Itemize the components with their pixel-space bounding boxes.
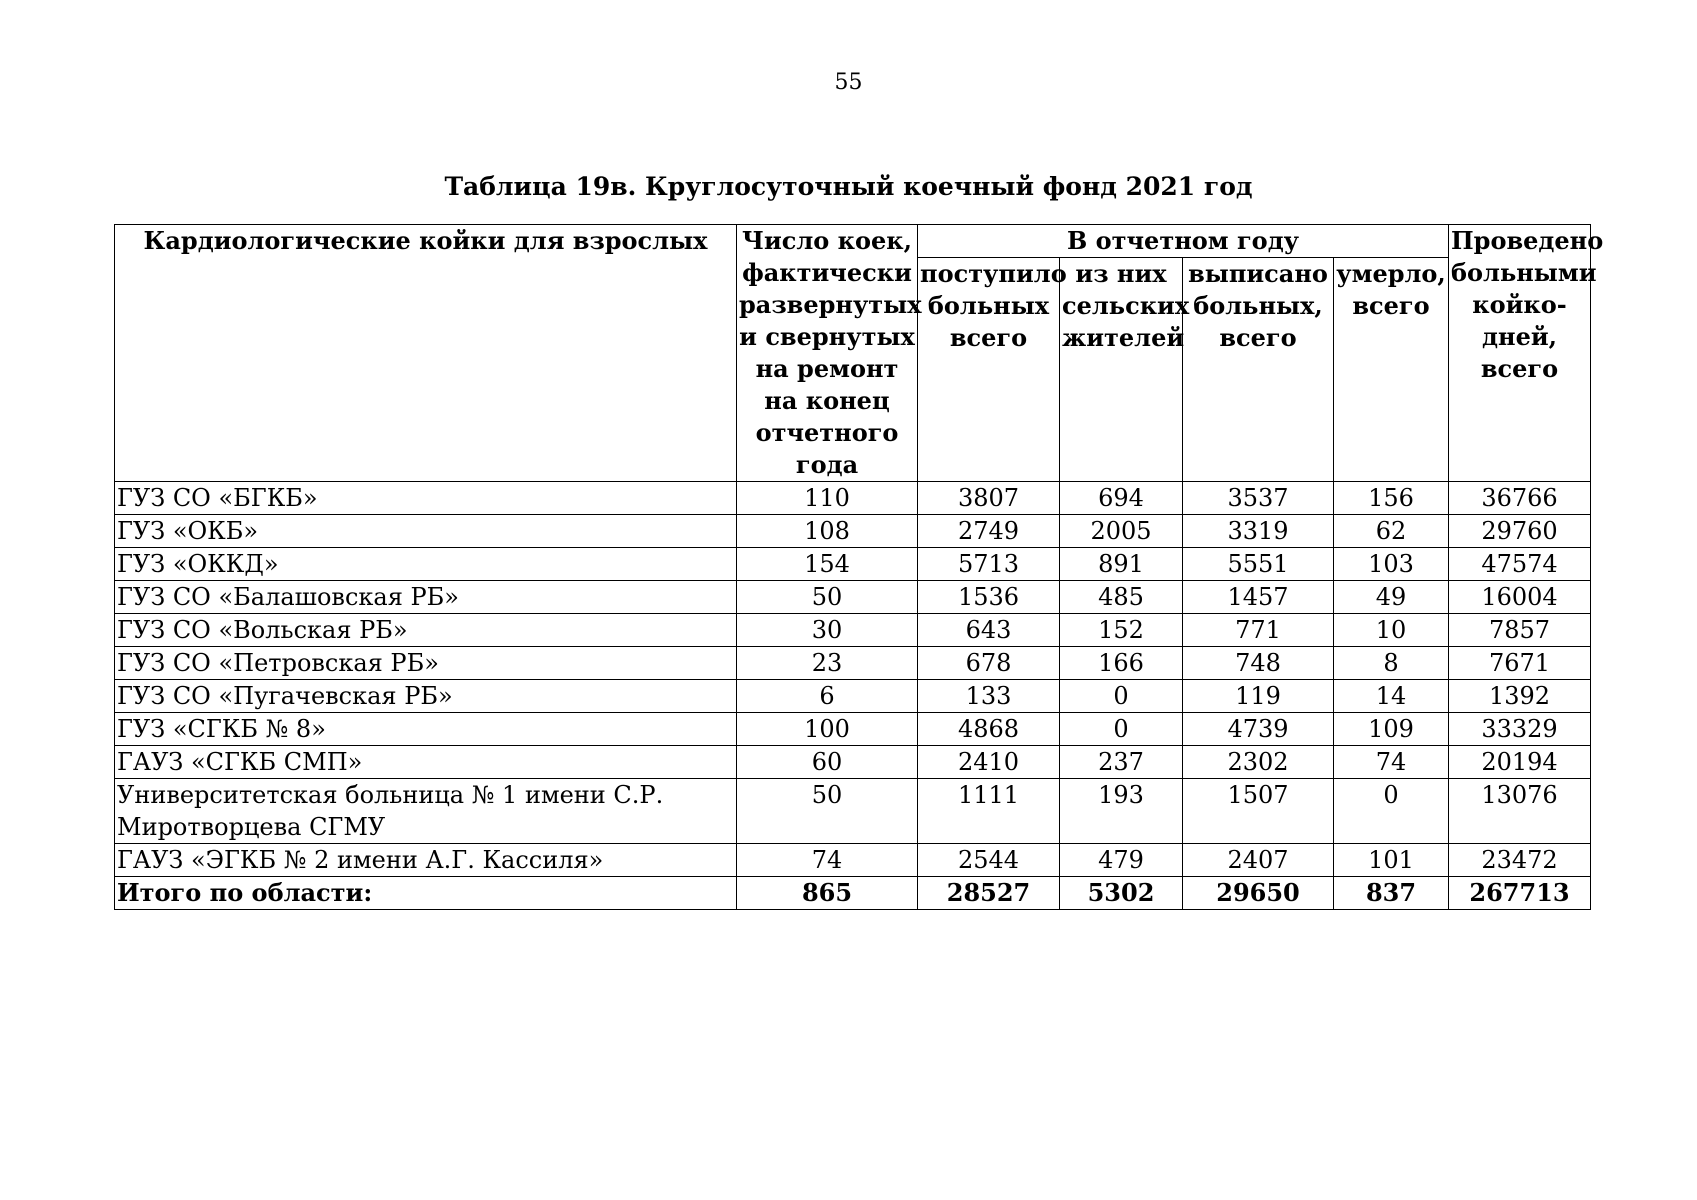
cell-discharged: 2407 <box>1183 844 1334 877</box>
facility-name: ГУЗ СО «Петровская РБ» <box>115 647 737 680</box>
cell-discharged: 3319 <box>1183 515 1334 548</box>
cell-rural: 694 <box>1060 482 1183 515</box>
cell-beds: 50 <box>737 581 918 614</box>
total-discharged: 29650 <box>1183 877 1334 910</box>
facility-name: ГУЗ «ОКБ» <box>115 515 737 548</box>
facility-name: ГАУЗ «ЭГКБ № 2 имени А.Г. Кассиля» <box>115 844 737 877</box>
total-admitted: 28527 <box>918 877 1060 910</box>
cell-died: 14 <box>1334 680 1449 713</box>
cell-beds: 60 <box>737 746 918 779</box>
cell-admitted: 5713 <box>918 548 1060 581</box>
header-beds: Число коек, фактически развернутых и свернутых на ремонт на конец отчетного года <box>737 225 918 482</box>
cell-discharged: 2302 <box>1183 746 1334 779</box>
cell-died: 49 <box>1334 581 1449 614</box>
facility-name: ГУЗ СО «Пугачевская РБ» <box>115 680 737 713</box>
cell-beds: 110 <box>737 482 918 515</box>
cell-died: 8 <box>1334 647 1449 680</box>
table-row <box>115 548 1591 581</box>
cell-beds: 50 <box>737 779 918 844</box>
cell-admitted: 133 <box>918 680 1060 713</box>
cell-admitted: 1111 <box>918 779 1060 844</box>
total-bed-days: 267713 <box>1449 877 1591 910</box>
cell-discharged: 4739 <box>1183 713 1334 746</box>
header-name: Кардиологические койки для взрослых <box>115 225 737 482</box>
table-body <box>115 482 1591 910</box>
cell-rural: 891 <box>1060 548 1183 581</box>
cell-admitted: 3807 <box>918 482 1060 515</box>
cell-bed-days: 33329 <box>1449 713 1591 746</box>
cell-beds: 74 <box>737 844 918 877</box>
cell-died: 10 <box>1334 614 1449 647</box>
table-row <box>115 844 1591 877</box>
header-rural: из них сельских жителей <box>1060 258 1183 482</box>
cell-bed-days: 7857 <box>1449 614 1591 647</box>
cell-died: 103 <box>1334 548 1449 581</box>
table-row <box>115 614 1591 647</box>
facility-name: ГАУЗ «СГКБ СМП» <box>115 746 737 779</box>
header-admitted: поступило больных всего <box>918 258 1060 482</box>
cell-bed-days: 7671 <box>1449 647 1591 680</box>
table-row <box>115 647 1591 680</box>
cell-admitted: 4868 <box>918 713 1060 746</box>
cell-discharged: 119 <box>1183 680 1334 713</box>
cell-beds: 23 <box>737 647 918 680</box>
cell-bed-days: 47574 <box>1449 548 1591 581</box>
table-title: Таблица 19в. Круглосуточный коечный фонд 2021 год <box>444 172 1253 201</box>
cell-beds: 6 <box>737 680 918 713</box>
header-reporting-year: В отчетном году <box>918 225 1449 258</box>
cell-died: 74 <box>1334 746 1449 779</box>
table-row <box>115 713 1591 746</box>
facility-name: ГУЗ СО «Балашовская РБ» <box>115 581 737 614</box>
header-discharged: выписано больных, всего <box>1183 258 1334 482</box>
total-label: Итого по области: <box>115 877 737 910</box>
cell-discharged: 3537 <box>1183 482 1334 515</box>
table-row <box>115 482 1591 515</box>
cell-bed-days: 16004 <box>1449 581 1591 614</box>
cell-rural: 479 <box>1060 844 1183 877</box>
cell-died: 62 <box>1334 515 1449 548</box>
cell-bed-days: 13076 <box>1449 779 1591 844</box>
cell-rural: 193 <box>1060 779 1183 844</box>
total-beds: 865 <box>737 877 918 910</box>
table-row <box>115 581 1591 614</box>
total-row <box>115 877 1591 910</box>
cell-rural: 152 <box>1060 614 1183 647</box>
total-died: 837 <box>1334 877 1449 910</box>
cell-discharged: 771 <box>1183 614 1334 647</box>
cell-beds: 154 <box>737 548 918 581</box>
table-row <box>115 515 1591 548</box>
facility-name: ГУЗ СО «БГКБ» <box>115 482 737 515</box>
cell-discharged: 748 <box>1183 647 1334 680</box>
cell-admitted: 643 <box>918 614 1060 647</box>
cell-died: 109 <box>1334 713 1449 746</box>
facility-name: ГУЗ СО «Вольская РБ» <box>115 614 737 647</box>
cell-beds: 108 <box>737 515 918 548</box>
cell-beds: 100 <box>737 713 918 746</box>
cell-discharged: 1457 <box>1183 581 1334 614</box>
facility-name: Университетская больница № 1 имени С.Р. Миротворцева СГМУ <box>115 779 737 844</box>
cell-admitted: 2544 <box>918 844 1060 877</box>
cell-bed-days: 36766 <box>1449 482 1591 515</box>
facility-name: ГУЗ «ОККД» <box>115 548 737 581</box>
header-died: умерло, всего <box>1334 258 1449 482</box>
table-row <box>115 779 1591 844</box>
cell-rural: 0 <box>1060 680 1183 713</box>
cell-discharged: 1507 <box>1183 779 1334 844</box>
total-rural: 5302 <box>1060 877 1183 910</box>
cell-bed-days: 20194 <box>1449 746 1591 779</box>
header-bed-days: Проведено больными койко-дней, всего <box>1449 225 1591 482</box>
cell-beds: 30 <box>737 614 918 647</box>
cell-rural: 2005 <box>1060 515 1183 548</box>
page-number: 55 <box>834 70 863 95</box>
cell-died: 156 <box>1334 482 1449 515</box>
cell-rural: 237 <box>1060 746 1183 779</box>
bed-fund-table <box>114 224 1604 910</box>
cell-rural: 166 <box>1060 647 1183 680</box>
cell-admitted: 678 <box>918 647 1060 680</box>
table-row <box>115 680 1591 713</box>
cell-bed-days: 29760 <box>1449 515 1591 548</box>
facility-name: ГУЗ «СГКБ № 8» <box>115 713 737 746</box>
header-row <box>115 225 1591 258</box>
cell-admitted: 2749 <box>918 515 1060 548</box>
cell-died: 0 <box>1334 779 1449 844</box>
cell-rural: 0 <box>1060 713 1183 746</box>
cell-bed-days: 23472 <box>1449 844 1591 877</box>
cell-rural: 485 <box>1060 581 1183 614</box>
cell-admitted: 1536 <box>918 581 1060 614</box>
cell-discharged: 5551 <box>1183 548 1334 581</box>
cell-died: 101 <box>1334 844 1449 877</box>
cell-admitted: 2410 <box>918 746 1060 779</box>
table-row <box>115 746 1591 779</box>
cell-bed-days: 1392 <box>1449 680 1591 713</box>
